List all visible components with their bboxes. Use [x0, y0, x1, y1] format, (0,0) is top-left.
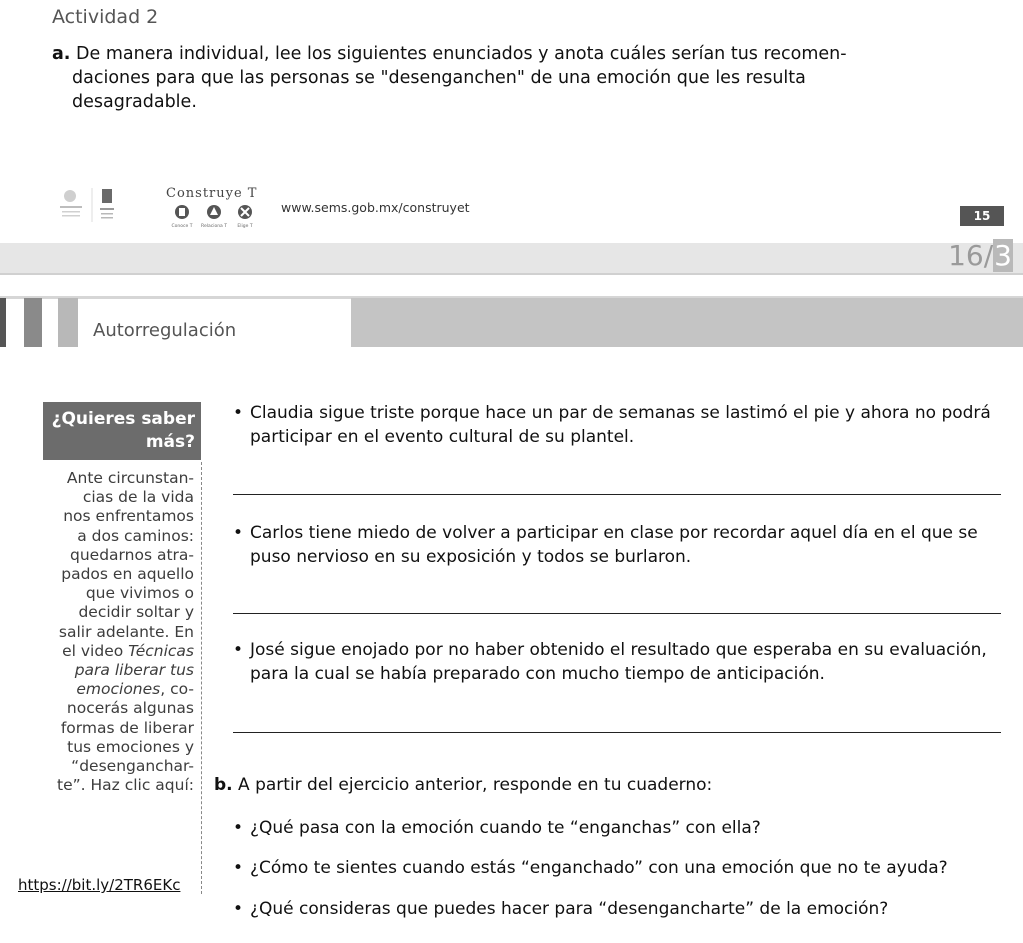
question-item	[233, 816, 1013, 840]
sidebar-line: a dos caminos:	[77, 526, 194, 545]
bullet-icon: •	[233, 523, 244, 543]
viewer-page-counter	[948, 239, 1013, 272]
page-number: 15	[960, 206, 1004, 226]
section-stripe-dark	[0, 298, 6, 347]
bullet-icon: •	[233, 899, 244, 919]
scenario-claudia	[233, 401, 1013, 449]
video-title-part-3: emociones	[76, 680, 161, 699]
scenario-line-1: Carlos tiene miedo de volver a participar en clase por recordar aquel día en el que se	[250, 523, 978, 543]
sidebar-line: el video Técnicas	[62, 641, 194, 660]
part-b-instruction	[214, 773, 1014, 797]
government-logos	[58, 186, 168, 230]
section-band-right	[351, 298, 1023, 347]
question-item	[233, 856, 1013, 880]
bullet-icon: •	[233, 858, 244, 878]
scenario-carlos	[233, 521, 1013, 569]
a-marker: a.	[52, 44, 71, 64]
question-text: ¿Qué consideras que puedes hacer para “desengancharte” de la emoción?	[250, 899, 889, 919]
sidebar-line: quedarnos atra-	[70, 545, 194, 564]
sidebar-line: “desenganchar-	[71, 757, 194, 776]
video-link[interactable]: https://bit.ly/2TR6EKc	[18, 876, 181, 894]
scenario-line-1: Claudia sigue triste porque hace un par de semanas se lastimó el pie y ahora no podrá	[250, 403, 991, 423]
sidebar-line: Ante circunstan-	[66, 469, 194, 487]
scenario-jose	[233, 638, 1021, 686]
a-line-1: De manera individual, lee los siguientes enunciados y anota cuáles serían tus recomen-	[76, 44, 847, 64]
un-emblem-icon	[102, 189, 112, 203]
bullet-icon: •	[233, 403, 244, 423]
sidebar-heading-line-2: más?	[145, 432, 195, 452]
viewer-page-bar	[0, 243, 1023, 275]
activity-a-instruction	[52, 42, 852, 114]
construye-t-logo	[166, 186, 266, 232]
sidebar-heading-box	[43, 402, 201, 460]
sidebar-line: te”. Haz clic aquí:	[57, 776, 194, 795]
section-stripe-mid	[24, 298, 42, 347]
bullet-icon: •	[233, 818, 244, 838]
activity-title: Actividad 2	[52, 6, 159, 28]
answer-line-carlos[interactable]	[233, 613, 1001, 614]
icon-caption-relaciona: Relaciona T	[201, 224, 227, 229]
seal-icon	[64, 190, 76, 202]
bullet-icon: •	[233, 640, 244, 660]
a-line-2: daciones para que las personas se "desenganchen" de una emoción que les resulta	[72, 68, 806, 88]
question-text: ¿Qué pasa con la emoción cuando te “enganchas” con ella?	[250, 818, 761, 838]
sidebar-line: decidir soltar y	[78, 603, 194, 622]
question-item	[233, 897, 1013, 921]
a-line-3: desagradable.	[72, 92, 197, 112]
section-title: Autorregulación	[93, 320, 237, 341]
icon-caption-conoce: Conoce T	[171, 224, 193, 229]
video-title-part-1: Técnicas	[128, 641, 194, 660]
sidebar-line: tus emociones y	[67, 737, 194, 756]
sidebar-divider	[201, 462, 202, 894]
answer-line-claudia[interactable]	[233, 494, 1001, 495]
footer-url: www.sems.gob.mx/construyet	[281, 200, 470, 215]
answer-line-jose[interactable]	[233, 732, 1001, 733]
scenario-line-2: puso nervioso en su exposición y todos se burlaron.	[250, 547, 692, 567]
scenario-line-2: participar en el evento cultural de su plantel.	[250, 427, 635, 447]
sidebar-line: que vivimos o	[85, 584, 194, 603]
scenario-line-1: José sigue enojado por no haber obtenido el resultado que esperaba en su evaluación,	[250, 640, 987, 660]
viewer-total-pages: 3	[994, 239, 1012, 272]
sidebar-line: nos enfrentamos	[63, 507, 194, 526]
scenario-line-2: para la cual se había preparado con mucho tiempo de anticipación.	[250, 664, 825, 684]
viewer-current-page: 16	[948, 239, 984, 272]
sidebar-heading	[51, 408, 201, 454]
brand-name: Construye T	[166, 186, 258, 201]
section-stripe-light	[58, 298, 78, 347]
part-b-text: A partir del ejercicio anterior, responde en tu cuaderno:	[238, 775, 713, 795]
question-text: ¿Cómo te sientes cuando estás “enganchado” con una emoción que no te ayuda?	[250, 858, 948, 878]
sidebar-line: nocerás algunas	[66, 699, 194, 718]
viewer-separator: /	[983, 239, 994, 272]
sidebar-line: formas de liberar	[60, 718, 194, 737]
sidebar-line: emociones, co-	[76, 680, 194, 699]
sidebar-line: salir adelante. En	[58, 622, 194, 641]
b-marker: b.	[214, 775, 233, 795]
sidebar-text	[20, 469, 194, 795]
sidebar-line: pados en aquello	[61, 565, 194, 584]
sidebar-line: cias de la vida	[82, 488, 194, 507]
video-title-part-2: para liberar tus	[74, 661, 194, 680]
sidebar-line	[20, 661, 194, 680]
sidebar-heading-line-1: ¿Quieres saber	[51, 409, 195, 429]
icon-caption-elige: Elige T	[237, 224, 253, 229]
